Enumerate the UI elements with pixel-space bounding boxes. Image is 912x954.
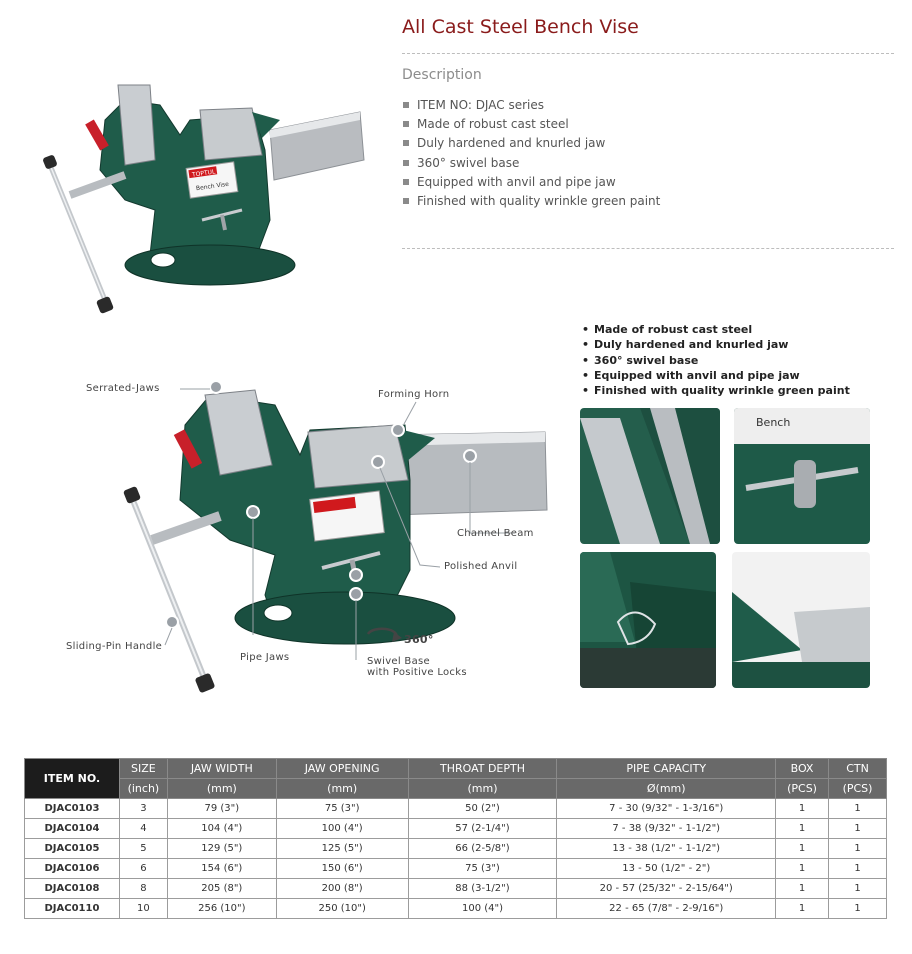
table-cell: 1 bbox=[776, 879, 829, 899]
table-cell: 125 (5") bbox=[276, 839, 408, 859]
description-list bbox=[402, 96, 660, 211]
header-throat-depth-unit: (mm) bbox=[408, 779, 557, 799]
table-row bbox=[25, 899, 887, 919]
table-cell: 200 (8") bbox=[276, 879, 408, 899]
table-cell: 7 - 38 (9/32" - 1-1/2") bbox=[557, 819, 776, 839]
description-item: Equipped with anvil and pipe jaw bbox=[402, 173, 660, 192]
table-cell: 88 (3-1/2") bbox=[408, 879, 557, 899]
table-cell: 205 (8") bbox=[167, 879, 276, 899]
table-header-row bbox=[25, 759, 887, 779]
feature-item: • Made of robust cast steel bbox=[582, 322, 850, 337]
table-row bbox=[25, 859, 887, 879]
callout-polished-anvil: Polished Anvil bbox=[444, 561, 518, 572]
description-heading: Description bbox=[402, 67, 482, 83]
table-cell: 10 bbox=[119, 899, 167, 919]
table-row bbox=[25, 879, 887, 899]
table-cell: 154 (6") bbox=[167, 859, 276, 879]
table-cell: 1 bbox=[829, 839, 887, 859]
feature-item: • Duly hardened and knurled jaw bbox=[582, 337, 850, 352]
callout-swivel-base-locks: with Positive Locks bbox=[367, 667, 467, 678]
header-pipe-capacity-unit: Ø(mm) bbox=[557, 779, 776, 799]
table-cell: 1 bbox=[829, 879, 887, 899]
header-size-unit: (inch) bbox=[119, 779, 167, 799]
callout-sliding-pin-handle: Sliding-Pin Handle bbox=[66, 641, 163, 652]
callout-swivel-base: Swivel Base bbox=[367, 656, 430, 667]
table-cell: DJAC0104 bbox=[25, 819, 120, 839]
table-cell: 8 bbox=[119, 879, 167, 899]
header-jaw-width-unit: (mm) bbox=[167, 779, 276, 799]
table-cell: 1 bbox=[776, 859, 829, 879]
callout-pipe-jaws: Pipe Jaws bbox=[240, 652, 290, 663]
table-cell: 50 (2") bbox=[408, 799, 557, 819]
table-cell: 250 (10") bbox=[276, 899, 408, 919]
header-jaw-opening: JAW OPENING bbox=[276, 759, 408, 779]
header-box-unit: (PCS) bbox=[776, 779, 829, 799]
table-cell: 1 bbox=[776, 799, 829, 819]
table-cell: 150 (6") bbox=[276, 859, 408, 879]
table-cell: 100 (4") bbox=[408, 899, 557, 919]
header-pipe-capacity: PIPE CAPACITY bbox=[557, 759, 776, 779]
table-cell: 75 (3") bbox=[408, 859, 557, 879]
header-size: SIZE bbox=[119, 759, 167, 779]
feature-item: • 360° swivel base bbox=[582, 353, 850, 368]
header-ctn: CTN bbox=[829, 759, 887, 779]
header-jaw-width: JAW WIDTH bbox=[167, 759, 276, 779]
title-divider bbox=[402, 53, 894, 54]
table-cell: DJAC0110 bbox=[25, 899, 120, 919]
table-cell: 1 bbox=[776, 899, 829, 919]
callout-rotation: 360° bbox=[404, 633, 434, 646]
table-cell: 66 (2-5/8") bbox=[408, 839, 557, 859]
feature-item: • Equipped with anvil and pipe jaw bbox=[582, 368, 850, 383]
table-cell: DJAC0105 bbox=[25, 839, 120, 859]
header-jaw-opening-unit: (mm) bbox=[276, 779, 408, 799]
table-cell: 1 bbox=[776, 819, 829, 839]
table-cell: 5 bbox=[119, 839, 167, 859]
detail-thumb-tbolt bbox=[734, 408, 870, 544]
detail-thumb-pipe-jaws bbox=[580, 552, 716, 688]
feature-list bbox=[582, 322, 850, 398]
table-cell: 75 (3") bbox=[276, 799, 408, 819]
table-cell: 7 - 30 (9/32" - 1-3/16") bbox=[557, 799, 776, 819]
header-ctn-unit: (PCS) bbox=[829, 779, 887, 799]
header-box: BOX bbox=[776, 759, 829, 779]
description-divider bbox=[402, 248, 894, 249]
table-cell: 1 bbox=[776, 839, 829, 859]
callout-channel-beam: Channel Beam bbox=[457, 528, 534, 539]
description-item: Duly hardened and knurled jaw bbox=[402, 134, 660, 153]
table-cell: 6 bbox=[119, 859, 167, 879]
header-item-no: ITEM NO. bbox=[25, 759, 120, 799]
table-cell: DJAC0103 bbox=[25, 799, 120, 819]
product-photo bbox=[30, 60, 370, 330]
thumb-label: Bench bbox=[756, 416, 791, 429]
spec-table bbox=[24, 758, 887, 919]
callout-forming-horn: Forming Horn bbox=[378, 389, 450, 400]
table-row bbox=[25, 839, 887, 859]
table-cell: 20 - 57 (25/32" - 2-15/64") bbox=[557, 879, 776, 899]
table-cell: 1 bbox=[829, 859, 887, 879]
detail-thumb-horn bbox=[732, 552, 870, 688]
header-throat-depth: THROAT DEPTH bbox=[408, 759, 557, 779]
table-cell: 13 - 38 (1/2" - 1-1/2") bbox=[557, 839, 776, 859]
table-cell: DJAC0106 bbox=[25, 859, 120, 879]
table-cell: 3 bbox=[119, 799, 167, 819]
table-cell: 104 (4") bbox=[167, 819, 276, 839]
table-cell: 1 bbox=[829, 899, 887, 919]
table-cell: 256 (10") bbox=[167, 899, 276, 919]
feature-item: • Finished with quality wrinkle green paint bbox=[582, 383, 850, 398]
table-cell: 22 - 65 (7/8" - 2-9/16") bbox=[557, 899, 776, 919]
description-item: 360° swivel base bbox=[402, 154, 660, 173]
table-cell: 57 (2-1/4") bbox=[408, 819, 557, 839]
table-row bbox=[25, 819, 887, 839]
table-cell: 129 (5") bbox=[167, 839, 276, 859]
table-row bbox=[25, 799, 887, 819]
description-item: ITEM NO: DJAC series bbox=[402, 96, 660, 115]
table-cell: 100 (4") bbox=[276, 819, 408, 839]
description-item: Made of robust cast steel bbox=[402, 115, 660, 134]
table-cell: 1 bbox=[829, 819, 887, 839]
table-cell: DJAC0108 bbox=[25, 879, 120, 899]
table-cell: 13 - 50 (1/2" - 2") bbox=[557, 859, 776, 879]
table-cell: 4 bbox=[119, 819, 167, 839]
callout-serrated-jaws: Serrated-Jaws bbox=[86, 383, 160, 394]
table-cell: 79 (3") bbox=[167, 799, 276, 819]
table-cell: 1 bbox=[829, 799, 887, 819]
model-badge: Bench Vise bbox=[195, 180, 230, 193]
description-item: Finished with quality wrinkle green paint bbox=[402, 192, 660, 211]
brand-logo: TOPTUL bbox=[191, 168, 216, 179]
page-title: All Cast Steel Bench Vise bbox=[402, 16, 639, 38]
detail-thumb-jaws bbox=[580, 408, 720, 544]
table-header-units-row bbox=[25, 779, 887, 799]
